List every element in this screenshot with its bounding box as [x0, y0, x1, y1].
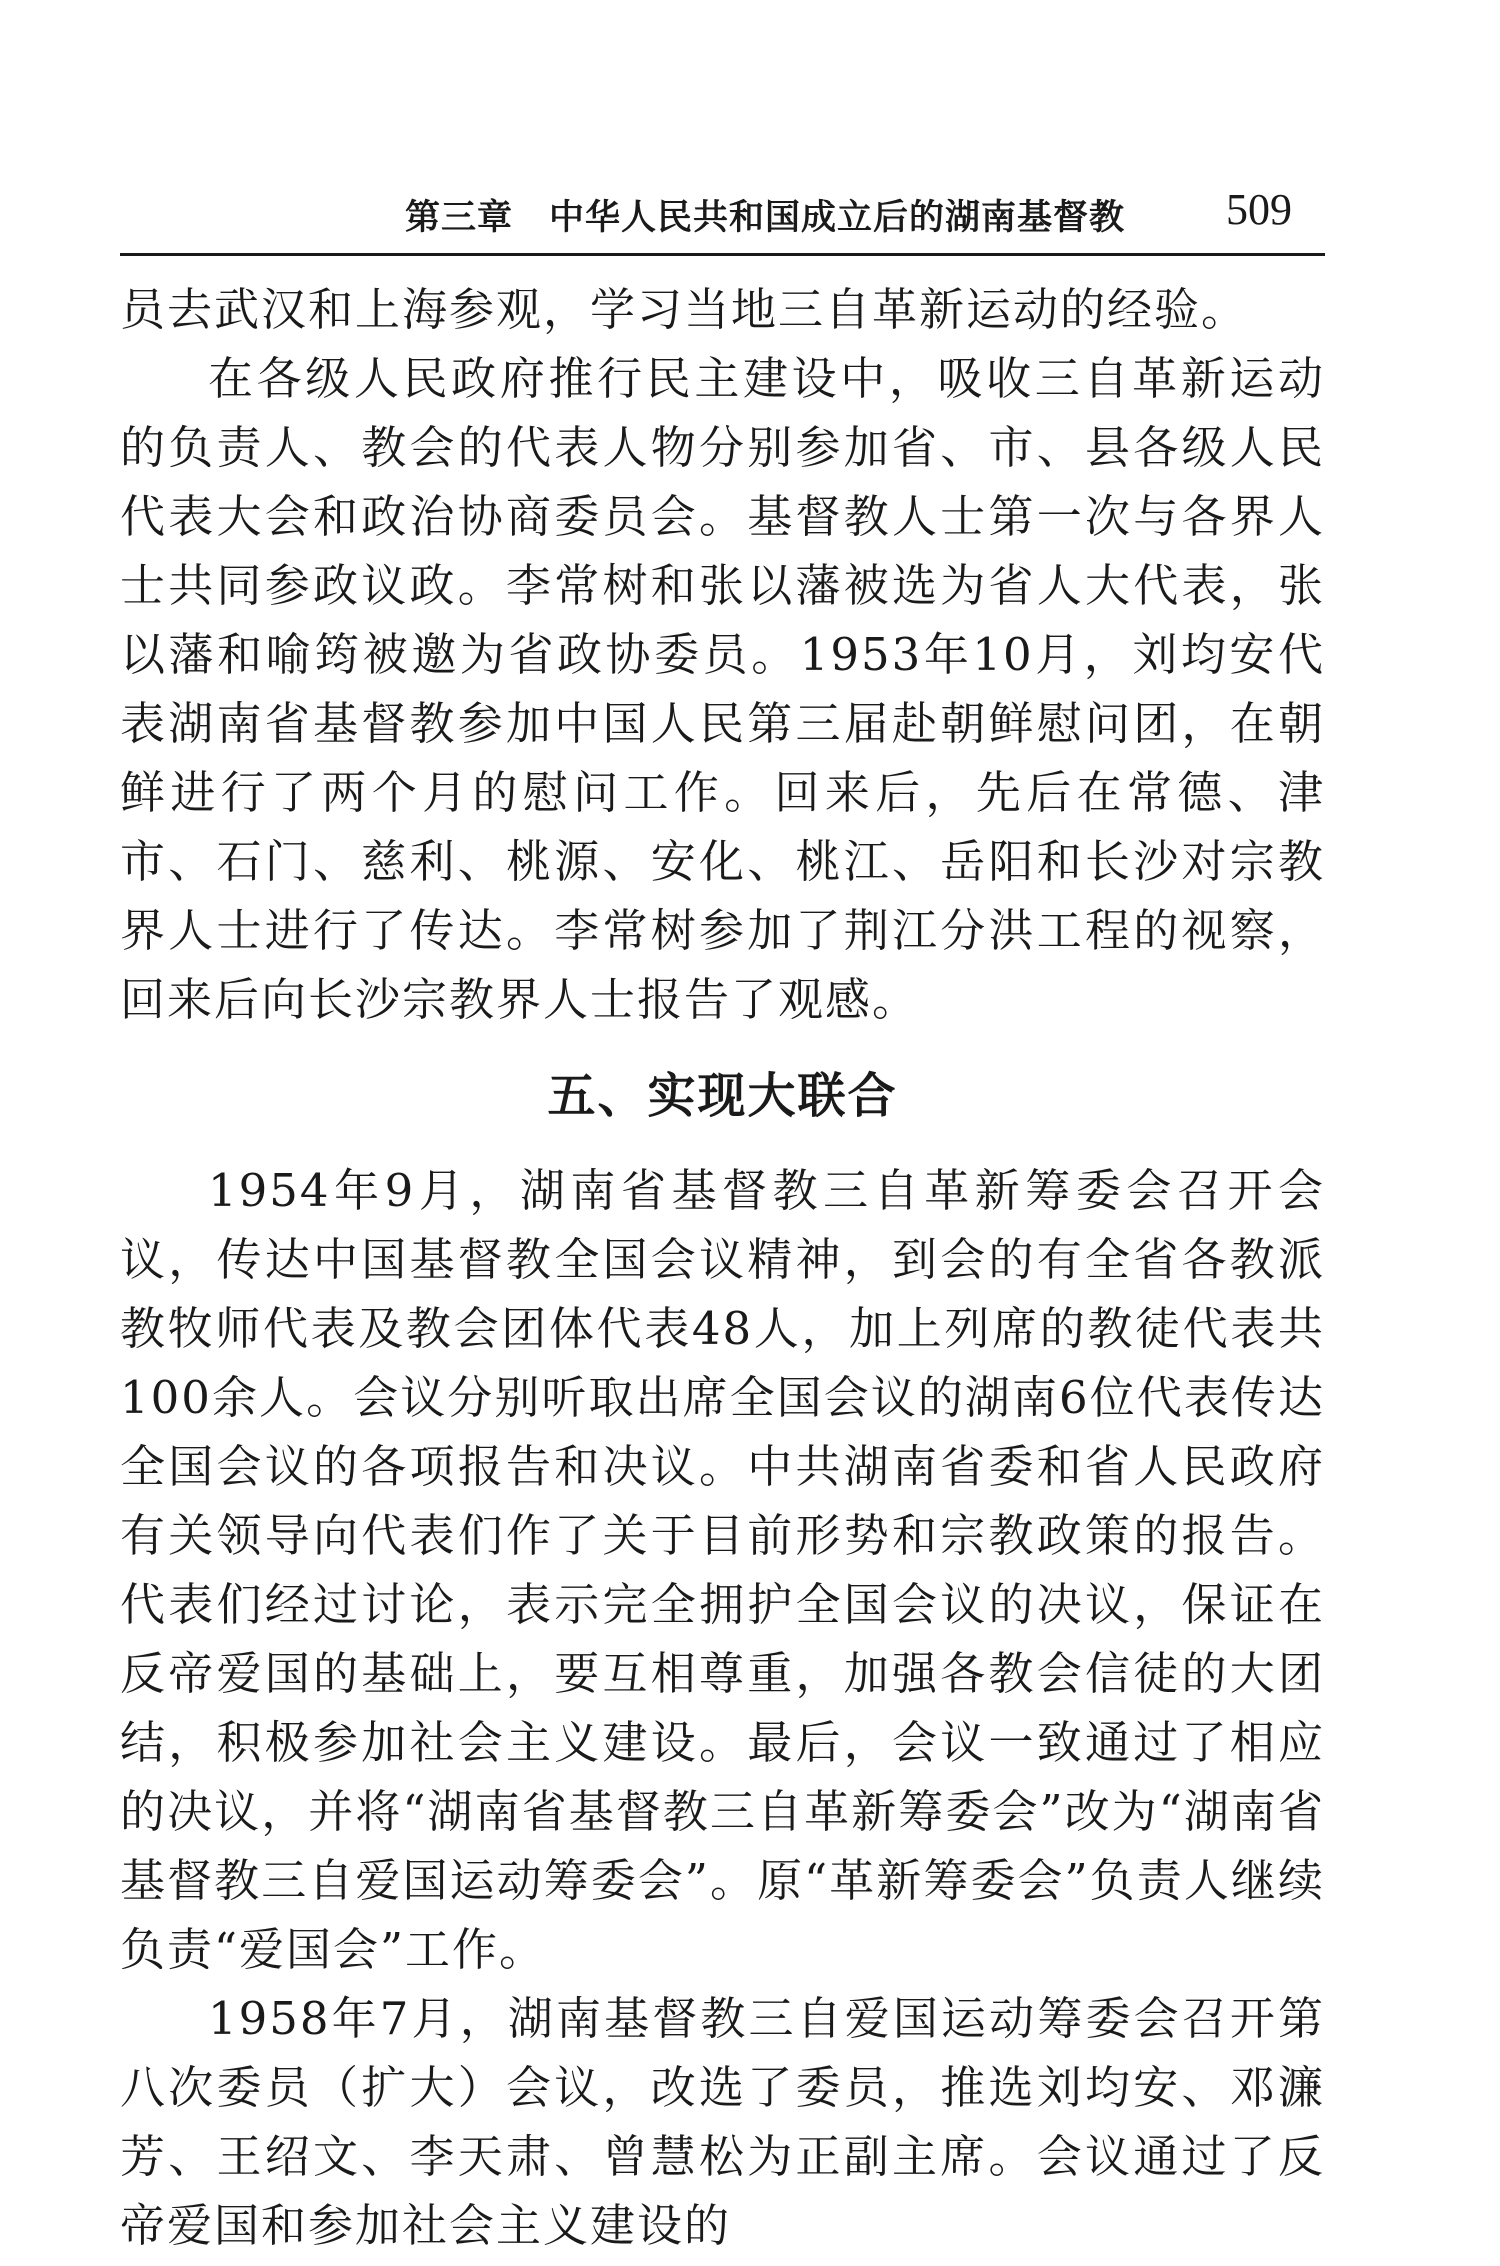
page-number: 509 [1226, 185, 1292, 234]
paragraph-political-participation: 在各级人民政府推行民主建设中，吸收三自革新运动的负责人、教会的代表人物分别参加省、市、县各级人民代表大会和政治协商委员会。基督教人士第一次与各界人士共同参政议政。李常树和张以藩被选为省人大代表，张以藩和喻筠被邀为省政协委员。1953年10月，刘均安代表湖南省基督教参加中国人民第三届赴朝鲜慰问团，在朝鲜进行了两个月的慰问工作。回来后，先后在常德、津市、石门、慈利、桃源、安化、桃江、岳阳和长沙对宗教界人士进行了传达。李常树参加了荆江分洪工程的视察，回来后向长沙宗教界人士报告了观感。 [120, 352, 1325, 1026]
header-divider [120, 253, 1325, 256]
paragraph-1954-meeting: 1954年9月，湖南省基督教三自革新筹委会召开会议，传达中国基督教全国会议精神，到会的有全省各教派教牧师代表及教会团体代表48人，加上列席的教徒代表共100余人。会议分别听取出席全国会议的湖南6位代表传达全国会议的各项报告和决议。中共湖南省委和省人民政府有关领导向代表们作了关于目前形势和宗教政策的报告。代表们经过讨论，表示完全拥护全国会议的决议，保证在反帝爱国的基础上，要互相尊重，加强各教会信徒的大团结，积极参加社会主义建设。最后，会议一致通过了相应的决议，并将“湖南省基督教三自革新筹委会”改为“湖南省基督教三自爱国运动筹委会”。原“革新筹委会”负责人继续负责“爱国会”工作。 [120, 1164, 1325, 1976]
section-heading: 五、实现大联合 [547, 1068, 898, 1124]
page-body [120, 275, 1325, 2260]
running-header [120, 180, 1320, 250]
chapter-title: 第三章 中华人民共和国成立后的湖南基督教 [405, 197, 1126, 238]
paragraph-continuation: 员去武汉和上海参观，学习当地三自革新运动的经验。 [120, 283, 1249, 336]
paragraph-1958-meeting: 1958年7月，湖南基督教三自爱国运动筹委会召开第八次委员（扩大）会议，改选了委员，推选刘均安、邓濂芳、王绍文、李天肃、曾慧松为正副主席。会议通过了反帝爱国和参加社会主义建设的 [120, 1992, 1325, 2252]
